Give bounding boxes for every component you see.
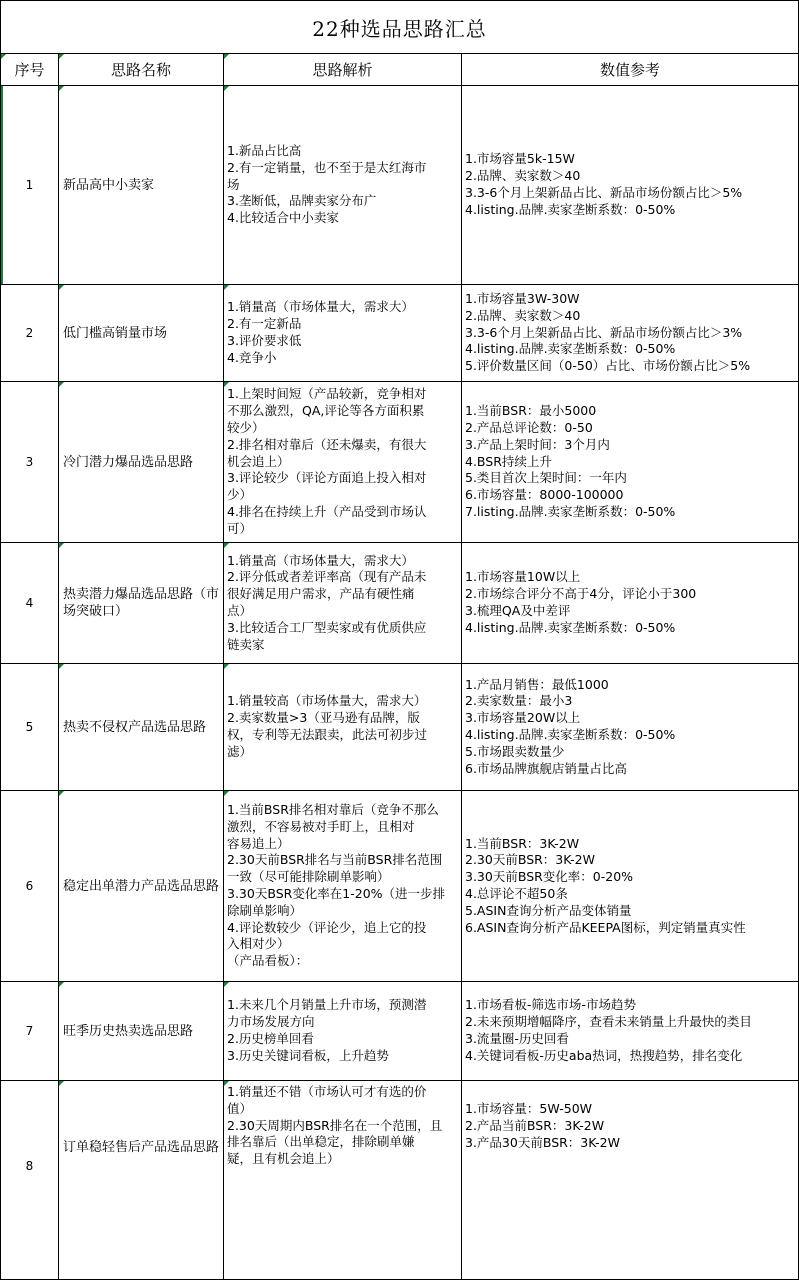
analysis-line: 2.30天周期内BSR排名在一个范围，且 <box>227 1117 443 1133</box>
ref-line: 3.产品上架时间：3个月内 <box>465 436 610 452</box>
analysis-line: 4.评论数较少（评论少，追上它的投 <box>227 919 427 935</box>
ref-line: 5.ASIN查询分析产品变体销量 <box>465 902 632 918</box>
cell-seq[interactable]: 3 <box>1 382 59 543</box>
ref-line: 6.市场品牌旗舰店销量占比高 <box>465 760 627 776</box>
cell-name[interactable]: 热卖不侵权产品选品思路 <box>59 664 224 791</box>
analysis-line: 4.排名在持续上升（产品受到市场认 <box>227 503 427 519</box>
header-seq[interactable]: 序号 <box>1 54 59 86</box>
cell-analysis[interactable] <box>224 285 462 382</box>
ref-line: 1.当前BSR：最小5000 <box>465 403 597 419</box>
ref-line: 4.关键词看板-历史aba热词，热搜趋势，排名变化 <box>465 1047 743 1063</box>
analysis-line: 3.垄断低，品牌卖家分布广 <box>227 193 377 209</box>
ref-line: 4.listing.品牌.卖家垄断系数：0-50% <box>465 619 676 635</box>
analysis-line: 3.评论较少（评论方面追上投入相对 <box>227 470 427 486</box>
ref-line: 6.市场容量：8000-100000 <box>465 487 624 503</box>
cell-ref[interactable] <box>462 285 799 382</box>
ref-line: 3.流量圈-历史回看 <box>465 1031 569 1046</box>
analysis-line: 2.排名相对靠后（还未爆卖，有很大 <box>227 436 427 452</box>
analysis-line: 3.评价要求低 <box>227 333 302 348</box>
table-title[interactable]: 22种选品思路汇总 <box>1 1 799 54</box>
table-row <box>1 1081 799 1280</box>
analysis-line: 1.未来几个月销量上升市场，预测潜 <box>227 997 427 1013</box>
header-ref[interactable]: 数值参考 <box>462 54 799 86</box>
cell-ref[interactable] <box>462 982 799 1081</box>
analysis-line: 点） <box>227 603 253 618</box>
ref-line: 3.30天前BSR变化率：0-20% <box>465 869 634 885</box>
cell-analysis[interactable] <box>224 982 462 1081</box>
cell-ref[interactable] <box>462 664 799 791</box>
cell-analysis[interactable] <box>224 86 462 285</box>
analysis-line: 1.上架时间短（产品较新，竞争相对 <box>227 386 427 402</box>
cell-seq[interactable]: 6 <box>1 791 59 982</box>
cell-ref[interactable] <box>462 543 799 664</box>
analysis-line: 值） <box>227 1100 253 1116</box>
cell-ref[interactable] <box>462 86 799 285</box>
analysis-line: 除刷单影响） <box>227 902 303 918</box>
analysis-line: 1.销量还不错（市场认可才有选的价 <box>227 1084 427 1099</box>
cell-name[interactable]: 低门槛高销量市场 <box>59 285 224 382</box>
analysis-line: 机会追上） <box>227 453 290 469</box>
cell-seq[interactable]: 7 <box>1 982 59 1081</box>
table-row <box>1 791 799 982</box>
ref-line: 1.市场容量5k-15W <box>465 151 575 167</box>
analysis-line: 3.比较适合工厂型卖家或有优质供应 <box>227 619 427 635</box>
analysis-line: 一致（尽可能排除刷单影响） <box>227 869 390 885</box>
ref-line: 1.市场容量：5W-50W <box>465 1101 593 1116</box>
analysis-line: 不那么激烈，QA,评论等各方面积累 <box>227 403 425 419</box>
analysis-line: 1.销量高（市场体量大，需求大） <box>227 552 414 568</box>
analysis-line: 激烈，不容易被对手盯上，且相对 <box>227 818 415 834</box>
cell-analysis[interactable] <box>224 382 462 543</box>
analysis-line: 1.当前BSR排名相对靠后（竞争不那么 <box>227 802 439 818</box>
ref-line: 3.梳理QA及中差评 <box>465 603 571 618</box>
cell-ref[interactable] <box>462 1081 799 1280</box>
analysis-line: 3.历史关键词看板，上升趋势 <box>227 1047 389 1063</box>
analysis-line: 滤） <box>227 743 253 759</box>
analysis-line: 4.竞争小 <box>227 349 277 365</box>
analysis-line: 排名靠后（出单稳定，排除刷单嫌 <box>227 1134 415 1150</box>
ref-line: 2.30天前BSR：3K-2W <box>465 852 595 868</box>
ref-line: 3.产品30天前BSR：3K-2W <box>465 1134 620 1150</box>
ref-line: 7.listing.品牌.卖家垄断系数：0-50% <box>465 503 676 519</box>
cell-analysis[interactable] <box>224 664 462 791</box>
analysis-line: 2.卖家数量>3（亚马逊有品牌，版 <box>227 710 420 726</box>
analysis-line: 1.新品占比高 <box>227 143 302 158</box>
analysis-line: 链卖家 <box>227 636 265 652</box>
cell-analysis[interactable] <box>224 1081 462 1280</box>
analysis-line: 1.销量高（市场体量大，需求大） <box>227 299 414 315</box>
analysis-line: 2.有一定销量，也不至于是太红海市 <box>227 159 427 175</box>
analysis-line: 1.销量较高（市场体量大，需求大） <box>227 693 427 709</box>
ref-line: 2.市场综合评分不高于4分，评论小于300 <box>465 586 697 602</box>
ref-line: 1.市场看板-筛选市场-市场趋势 <box>465 997 636 1013</box>
analysis-line: 疑，且有机会追上） <box>227 1151 340 1167</box>
ref-line: 6.ASIN查询分析产品KEEPA图标，判定销量真实性 <box>465 919 746 935</box>
ref-line: 2.未来预期增幅降序，查看未来销量上升最快的类目 <box>465 1014 752 1030</box>
table-row <box>1 543 799 664</box>
ref-line: 1.当前BSR：3K-2W <box>465 835 580 851</box>
analysis-line: 2.30天前BSR排名与当前BSR排名范围 <box>227 852 443 868</box>
analysis-line: 容易追上） <box>227 835 290 851</box>
analysis-line: 少） <box>227 487 253 503</box>
analysis-line: 2.有一定新品 <box>227 316 302 332</box>
cell-name[interactable]: 热卖潜力爆品选品思路（市场突破口） <box>59 543 224 664</box>
ref-line: 2.产品总评论数：0-50 <box>465 420 593 435</box>
cell-seq[interactable]: 8 <box>1 1081 59 1280</box>
ref-line: 2.卖家数量：最小3 <box>465 693 573 709</box>
ref-line: 4.总评论不超50条 <box>465 886 568 901</box>
ref-line: 3.市场容量20W以上 <box>465 710 581 726</box>
analysis-line: 场 <box>227 176 240 192</box>
cell-seq[interactable]: 4 <box>1 543 59 664</box>
ref-line: 1.产品月销售：最低1000 <box>465 676 609 692</box>
ref-line: 3.3-6个月上架新品占比、新品市场份额占比＞5% <box>465 185 743 200</box>
table-row <box>1 285 799 382</box>
cell-seq[interactable]: 2 <box>1 285 59 382</box>
analysis-line: （产品看板）： <box>227 953 309 969</box>
table-row <box>1 664 799 791</box>
cell-name[interactable]: 旺季历史热卖选品思路 <box>59 982 224 1081</box>
cell-name[interactable]: 新品高中小卖家 <box>59 86 224 285</box>
table-row <box>1 982 799 1081</box>
header-name[interactable]: 思路名称 <box>59 54 224 86</box>
ref-line: 2.品牌、卖家数＞40 <box>465 307 581 323</box>
ref-line: 5.市场跟卖数量少 <box>465 743 565 759</box>
analysis-line: 4.比较适合中小卖家 <box>227 210 339 226</box>
table-row <box>1 382 799 543</box>
cell-analysis[interactable] <box>224 791 462 982</box>
ref-line: 5.类目首次上架时间：一年内 <box>465 470 627 486</box>
analysis-line: 2.评分低或者差评率高（现有产品未 <box>227 569 427 585</box>
ref-line: 4.BSR持续上升 <box>465 453 552 469</box>
analysis-line: 很好满足用户需求，产品有硬性痛 <box>227 586 415 602</box>
analysis-line: 力市场发展方向 <box>227 1014 315 1030</box>
ref-line: 1.市场容量3W-30W <box>465 291 580 306</box>
ref-line: 4.listing.品牌.卖家垄断系数：0-50% <box>465 201 676 217</box>
cell-ref[interactable] <box>462 791 799 982</box>
header-analysis[interactable]: 思路解析 <box>224 54 462 86</box>
cell-seq[interactable]: 1 <box>1 86 59 285</box>
ref-line: 2.品牌、卖家数＞40 <box>465 168 581 184</box>
table-row <box>1 86 799 285</box>
cell-name[interactable]: 冷门潜力爆品选品思路 <box>59 382 224 543</box>
ref-line: 3.3-6个月上架新品占比、新品市场份额占比＞3% <box>465 324 743 340</box>
analysis-line: 权，专利等无法跟卖，此法可初步过 <box>227 727 428 742</box>
analysis-line: 入相对少） <box>227 936 290 952</box>
analysis-line: 2.历史榜单回看 <box>227 1031 314 1046</box>
ref-line: 2.产品当前BSR：3K-2W <box>465 1117 605 1133</box>
cell-name[interactable]: 稳定出单潜力产品选品思路 <box>59 791 224 982</box>
ref-line: 4.listing.品牌.卖家垄断系数：0-50% <box>465 341 676 357</box>
ref-line: 4.listing.品牌.卖家垄断系数：0-50% <box>465 727 676 742</box>
analysis-line: 3.30天BSR变化率在1-20%（进一步排 <box>227 886 446 901</box>
analysis-line: 可） <box>227 520 253 536</box>
analysis-line: 较少） <box>227 420 265 435</box>
cell-analysis[interactable] <box>224 543 462 664</box>
cell-name[interactable]: 订单稳轻售后产品选品思路 <box>59 1081 224 1280</box>
cell-seq[interactable]: 5 <box>1 664 59 791</box>
cell-ref[interactable] <box>462 382 799 543</box>
ref-line: 5.评价数量区间（0-50）占比、市场份额占比＞5% <box>465 358 751 374</box>
ref-line: 1.市场容量10W以上 <box>465 569 581 585</box>
